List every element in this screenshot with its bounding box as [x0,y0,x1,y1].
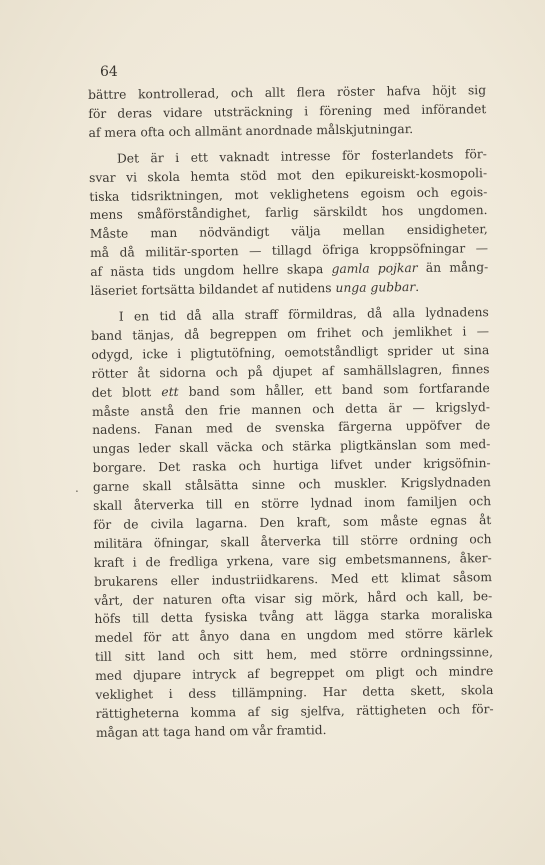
text-line [88,119,486,143]
italic-run: ett [161,384,179,399]
text-run: för deras vidare utsträckning i förening med införandet [88,102,487,121]
margin-mark: . [75,481,79,495]
text-run: till sitt land och sitt hem, med större ordningssinne, [94,645,494,665]
text-line [90,277,488,301]
text-run: I en tid då alla straff förmildras, då alla lydnadens [118,305,489,324]
text-run: mågan att taga hand om vår framtid. [95,723,327,740]
text-line [96,719,494,743]
paragraph [88,81,487,143]
text-run: rättigheterna komma af sig sjelfva, rättigheten och för- [95,702,494,721]
text-run: Måste man nödvändigt välja mellan ensidigheter, [89,222,488,242]
text-run: vårt, der naturen ofta visar sig mörk, hård och kall, be- [94,588,493,608]
text-run: garne skall stålsätta sinne och muskler. Krigslydnaden [92,475,491,495]
text-run: med djupare intryck af begreppet om pligt och mindre [95,664,494,684]
text-run: odygd, icke i pligtutöfning, oemotståndligt sprider ut sina [91,342,490,362]
text-run: måste anstå den frie mannen och detta är — krigslyd- [91,399,491,419]
text-run: det blott [91,384,162,400]
text-run: kraft i de fredliga yrkena, vare sig embetsmannens, åker- [93,550,492,570]
text-run: militära öfningar, skall återverka till större ordning och [93,531,492,551]
text-run: brukarens eller industriidkarens. Med ett klimat såsom [93,569,493,589]
text-run: . [415,280,420,295]
text-run: veklighet i dess tillämpning. Har detta skett, skola [95,683,494,703]
text-run: än mång- [417,260,489,276]
text-run: af nästa tids ungdom hellre skapa [90,262,332,280]
text-run: borgare. Det raska och hurtiga lifvet under krigsöfnin- [92,456,491,476]
text-run: mens småförståndighet, farlig särskildt hos ungdomen. [89,203,488,223]
text-run: svar vi skola hemta stöd mot den epikureiskt-kosmopoli- [89,165,488,185]
text-run: tiska tidsriktningen, mot veklighetens egoism och egois- [89,184,488,204]
body-text [88,81,494,743]
text-run: skall återverka till en större lydnad inom familjen och [93,494,492,513]
text-run: höfs till detta fysiska tvång att lägga starka moraliska [94,607,493,627]
text-run: band tänjas, då begreppen om frihet och jemlikhet i — [90,323,490,343]
text-run: bättre kontrollerad, och allt flera röster hafva höjt sig [88,83,487,102]
text-run: nadens. Fanan med de svenska färgerna uppöfver de [92,418,491,438]
text-run: för de civila lagarna. Den kraft, som måste egnas åt [93,513,492,532]
text-run: läseriet fortsätta bildandet af nutidens [90,281,336,299]
paragraph [89,145,489,301]
italic-run: gamla pojkar [331,261,418,277]
italic-run: unga gubbar [335,280,416,296]
text-run: medel för att ånyo dana en ungdom med större kärlek [94,626,493,646]
text-run: band som håller, ett band som fortfarande [178,380,490,399]
text-run: rötter åt sidorna och på djupet af samhällslagren, finnes [91,361,490,381]
page-number: 64 [100,64,118,80]
text-run: af mera ofta och allmänt anordnade målskjutningar. [88,121,414,140]
paragraph [91,303,494,743]
text-run: ungas leder skall väcka och stärka pligtkänslan som med- [92,437,491,457]
text-run: Det är i ett vaknadt intresse för fosterlandets för- [116,146,487,166]
text-run: må då militär-sporten — tillagd öfriga kroppsöfningar — [89,241,489,261]
